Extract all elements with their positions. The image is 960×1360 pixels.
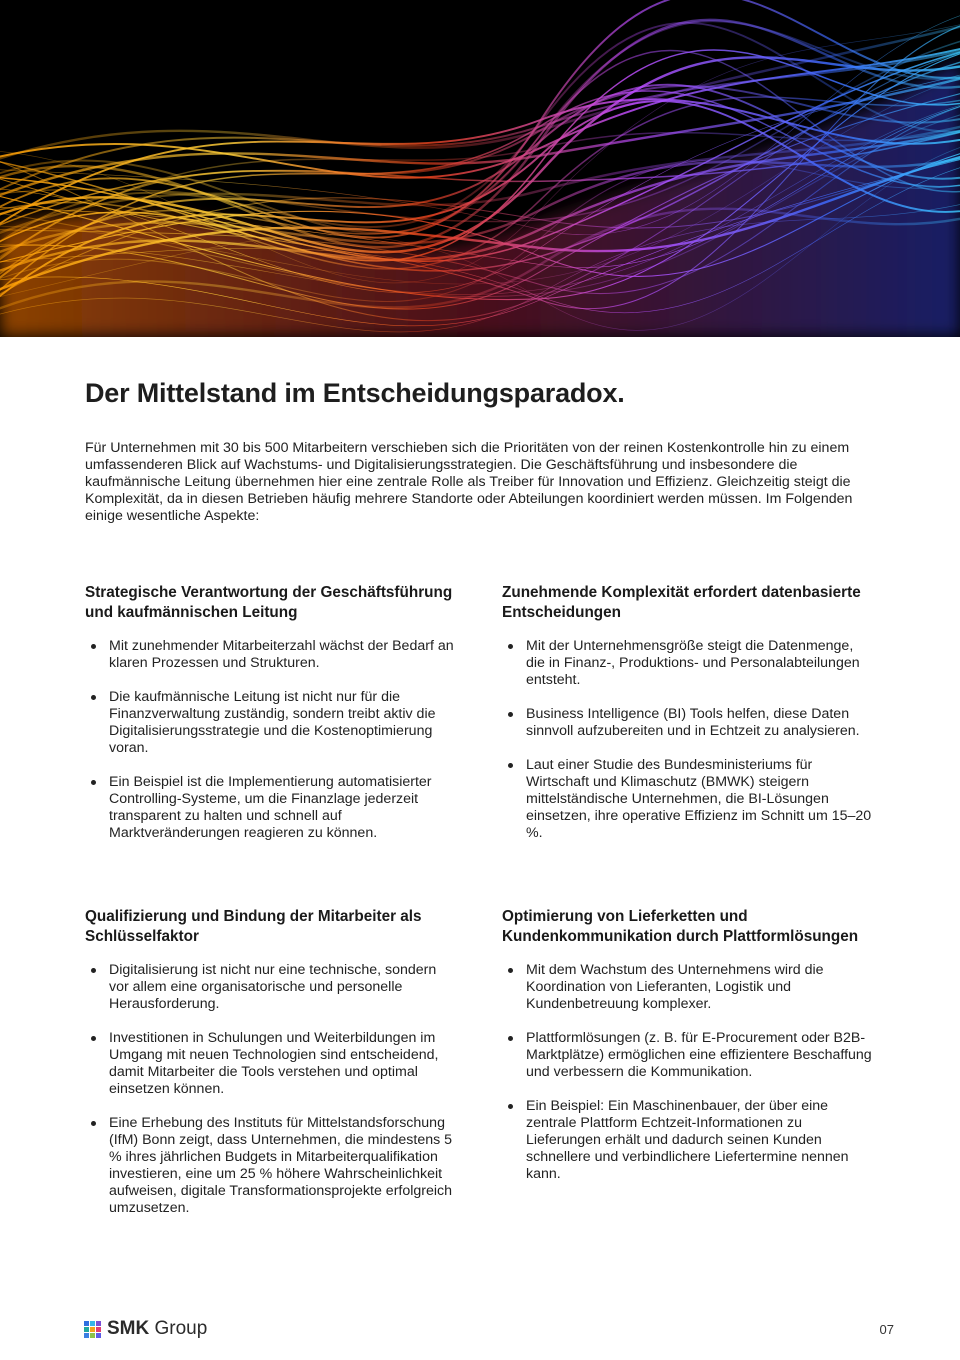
list-item: Ein Beispiel: Ein Maschinenbauer, der über eine zentrale Plattform Echtzeit-Informationen zu Lieferungen erhält und dadurch seinen Kunden schnellere und verbindlichere Liefertermine nennen kann. bbox=[502, 1098, 874, 1183]
bullet-list bbox=[85, 962, 457, 1217]
intro-paragraph: Für Unternehmen mit 30 bis 500 Mitarbeitern verschieben sich die Prioritäten von der reinen Kostenkontrolle hin zu einem umfassenderen Blick auf Wachstums- und Digitalisierungsstrategien. Die Geschäftsführung und insbesondere die kaufmännische Leitung übernehmen hier eine zentrale Rolle als Treiber für Innovation und Effizienz. Gleichzeitig steigt die Komplexität, da in diesen Betrieben häufig mehrere Standorte oder Abteilungen koordiniert werden müssen. Im Folgenden einige wesentliche Aspekte: bbox=[85, 440, 853, 524]
logo-square bbox=[96, 1321, 101, 1326]
page-title: Der Mittelstand im Entscheidungsparadox. bbox=[85, 378, 625, 408]
section-data-driven-decisions bbox=[502, 583, 874, 859]
logo-square bbox=[84, 1321, 89, 1326]
brand-name-bold: SMK bbox=[107, 1318, 150, 1339]
list-item: Mit zunehmender Mitarbeiterzahl wächst der Bedarf an klaren Prozessen und Strukturen. bbox=[85, 638, 457, 672]
brand-name-rest: Group bbox=[149, 1318, 208, 1339]
bullet-list bbox=[85, 638, 457, 842]
section-heading: Zunehmende Komplexität erfordert datenbasierte Entscheidungen bbox=[502, 584, 861, 621]
list-item: Investitionen in Schulungen und Weiterbildungen im Umgang mit neuen Technologien sind entscheidend, damit Mitarbeiter die Tools verstehen und optimal einsetzen können. bbox=[85, 1030, 457, 1098]
logo-square bbox=[96, 1333, 101, 1338]
company-logo bbox=[84, 1318, 207, 1340]
list-item: Business Intelligence (BI) Tools helfen, diese Daten sinnvoll aufzubereiten und in Echtzeit zu analysieren. bbox=[502, 706, 874, 740]
list-item: Mit der Unternehmensgröße steigt die Datenmenge, die in Finanz-, Produktions- und Personalabteilungen entsteht. bbox=[502, 638, 874, 689]
list-item: Ein Beispiel ist die Implementierung automatisierter Controlling-Systeme, um die Finanzlage jederzeit transparent zu halten und schnell auf Marktveränderungen reagieren zu können. bbox=[85, 774, 457, 842]
list-item: Eine Erhebung des Instituts für Mittelstandsforschung (IfM) Bonn zeigt, dass Unternehmen, die mindestens 5 % ihres jährlichen Budgets in Mitarbeiterqualifikation investieren, eine um 25 % höhere Wahrscheinlichkeit aufweisen, digitale Transformationsprojekte erfolgreich umzusetzen. bbox=[85, 1115, 457, 1217]
section-employee-qualification bbox=[85, 907, 457, 1234]
logo-square bbox=[84, 1327, 89, 1332]
logo-square bbox=[90, 1333, 95, 1338]
section-strategic-responsibility bbox=[85, 583, 457, 859]
section-heading: Qualifizierung und Bindung der Mitarbeiter als Schlüsselfaktor bbox=[85, 908, 422, 945]
section-supply-chain-platforms bbox=[502, 907, 874, 1200]
page-number: 07 bbox=[879, 1322, 894, 1337]
bullet-list bbox=[502, 638, 874, 842]
bullet-list bbox=[502, 962, 874, 1183]
logo-square bbox=[90, 1321, 95, 1326]
list-item: Die kaufmännische Leitung ist nicht nur für die Finanzverwaltung zuständig, sondern treibt aktiv die Digitalisierungsstrategie und die Kostenoptimierung voran. bbox=[85, 689, 457, 757]
logo-grid-icon bbox=[84, 1321, 101, 1338]
logo-square bbox=[84, 1333, 89, 1338]
list-item: Plattformlösungen (z. B. für E-Procurement oder B2B-Marktplätze) ermöglichen eine effizientere Beschaffung und verbessern die Kommunikation. bbox=[502, 1030, 874, 1081]
section-heading: Strategische Verantwortung der Geschäftsführung und kaufmännischen Leitung bbox=[85, 584, 453, 621]
list-item: Mit dem Wachstum des Unternehmens wird die Koordination von Lieferanten, Logistik und Kundenbetreuung komplexer. bbox=[502, 962, 874, 1013]
list-item: Laut einer Studie des Bundesministeriums für Wirtschaft und Klimaschutz (BMWK) steigern mittelständische Unternehmen, die BI-Lösungen einsetzen, ihre operative Effizienz im Schnitt um 15–20 %. bbox=[502, 757, 874, 842]
logo-square bbox=[96, 1327, 101, 1332]
list-item: Digitalisierung ist nicht nur eine technische, sondern vor allem eine organisatorische und personelle Herausforderung. bbox=[85, 962, 457, 1013]
logo-square bbox=[90, 1327, 95, 1332]
hero-image bbox=[0, 0, 960, 337]
section-heading: Optimierung von Lieferketten und Kundenkommunikation durch Plattformlösungen bbox=[502, 908, 859, 945]
brand-name bbox=[107, 1318, 207, 1340]
